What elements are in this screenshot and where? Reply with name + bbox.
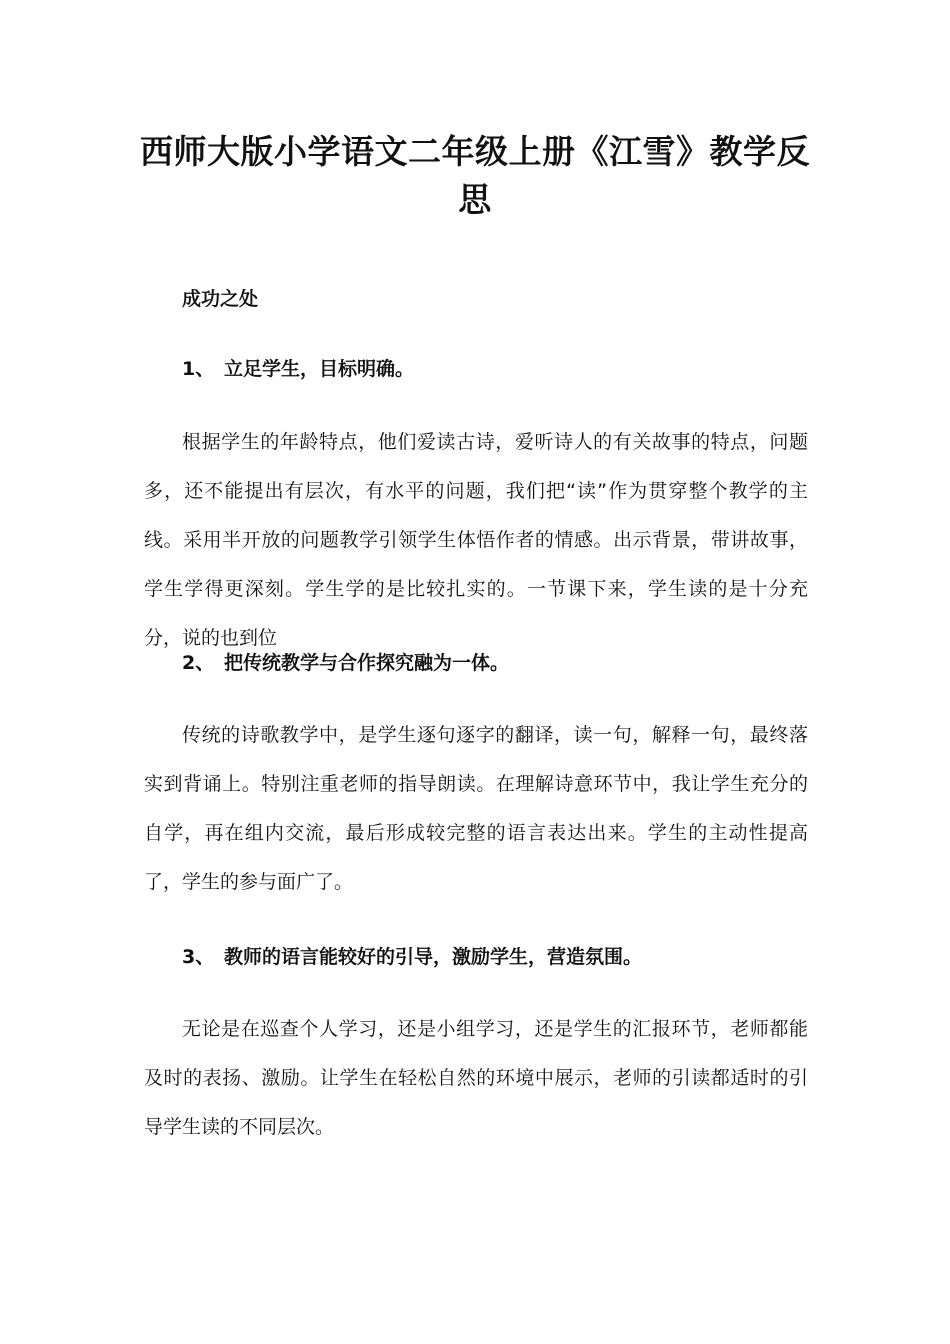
item-number-3: 3、	[182, 946, 215, 968]
item-heading-2	[182, 649, 509, 677]
item-number-2: 2、	[182, 652, 215, 674]
item-heading-text-3: 教师的语言能较好的引导，激励学生，营造氛围。	[224, 946, 643, 968]
item-heading-text-2: 把传统教学与合作探究融为一体。	[224, 652, 510, 674]
item-heading-1	[182, 355, 414, 383]
item-heading-text-1: 立足学生，目标明确。	[224, 358, 415, 380]
item-paragraph-2: 传统的诗歌教学中，是学生逐句逐字的翻译，读一句，解释一句，最终落实到背诵上。特别注重老师的指导朗读。在理解诗意环节中，我让学生充分的自学，再在组内交流，最后形成较完整的语言表达出来。学生的主动性提高了，学生的参与面广了。	[144, 724, 808, 893]
item-heading-3	[182, 943, 642, 971]
item-paragraph-3: 无论是在巡查个人学习，还是小组学习，还是学生的汇报环节，老师都能及时的表扬、激励。让学生在轻松自然的环境中展示，老师的引读都适时的引导学生读的不同层次。	[144, 1018, 808, 1138]
section-heading: 成功之处	[182, 288, 259, 310]
document-title: 西师大版小学语文二年级上册《江雪》教学反思	[140, 132, 810, 219]
item-paragraph-1: 根据学生的年龄特点，他们爱读古诗，爱听诗人的有关故事的特点，问题多，还不能提出有层次，有水平的问题，我们把“读”作为贯穿整个教学的主线。采用半开放的问题教学引领学生体悟作者的情感。出示背景，带讲故事，学生学得更深刻。学生学的是比较扎实的。一节课下来，学生读的是十分充分，说的也到位	[144, 431, 808, 649]
item-number-1: 1、	[182, 358, 215, 380]
